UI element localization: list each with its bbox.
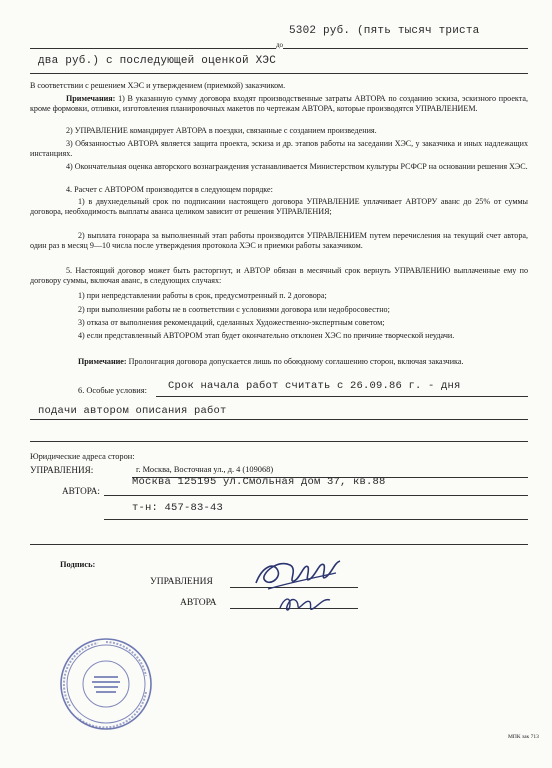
author-address-rule-2 — [104, 519, 528, 520]
author-phone-typed: т-н: 457-83-43 — [132, 502, 224, 514]
signatures-title: Подпись: — [60, 560, 96, 569]
intro-text: В соответствии с решением ХЭС и утверждением (приемкой) заказчиком. — [30, 81, 286, 90]
author-address-rule-3 — [30, 544, 528, 545]
paragraph-4-1: 1) в двухнедельный срок по подписании настоящего договора УПРАВЛЕНИЕ уплачивает АВТОРУ аванс до 25% от суммы договора, необходимость выплаты аванса целиком зависит от решения УПРАВЛЕНИЯ; — [30, 197, 528, 217]
paragraph-5-2: 2) при выполнении работы не в соответствии с условиями договора или недобросовестно; — [78, 305, 390, 314]
amount-typed-line1: 5302 руб. (пять тысяч триста — [289, 25, 480, 37]
paragraph-4-2: 2) выплата гонорара за выполненный этап работы производится УПРАВЛЕНИЕМ путем перечисления на текущий счет автора, один раз в месяц 9—10 числа после утверждения протокола ХЭС и приемки работы заказчиком. — [30, 231, 528, 251]
note-5-label: Примечание: — [78, 357, 127, 366]
top-do-label: до — [276, 41, 284, 49]
round-stamp — [58, 636, 154, 732]
special-rule-3 — [30, 441, 528, 442]
author-address-typed: Москва 125195 ул.Смольная дом 37, кв.88 — [132, 476, 386, 488]
note-2: 2) УПРАВЛЕНИЕ командирует АВТОРА в поездки, связанные с созданием произведения. — [66, 126, 377, 135]
top-rule-left — [30, 48, 276, 49]
signature-upr-label: УПРАВЛЕНИЯ — [150, 577, 213, 587]
paragraph-5: 5. Настоящий договор может быть расторгнут, и АВТОР обязан в месячный срок вернуть УПРАВЛЕНИЮ выплаченные ему по договору суммы, включая аванс, в следующих случаях: — [30, 266, 528, 286]
special-conditions-typed-1: Срок начала работ считать с 26.09.86 г. - дня — [168, 380, 461, 392]
paragraph-5-1: 1) при непредставлении работы в срок, предусмотренный п. 2 договора; — [78, 291, 327, 300]
special-conditions-label: 6. Особые условия: — [78, 386, 147, 395]
notes-label: Примечания: — [66, 94, 116, 103]
author-address-rule-1 — [104, 495, 528, 496]
signature-author-label: АВТОРА — [180, 598, 217, 608]
second-rule — [30, 73, 528, 74]
note-4: 4) Окончательная оценка авторского вознаграждения устанавливается Министерством культуры РСФСР на основании решения ХЭС. — [66, 162, 528, 171]
note-5-text: Пролонгация договора допускается лишь по обоюдному соглашению сторон, включая заказчика. — [128, 357, 464, 366]
note-1 — [30, 94, 528, 115]
special-conditions-typed-2: подачи автором описания работ — [38, 405, 227, 417]
paragraph-5-4: 4) если представленный АВТОРОМ этап будет окончательно отклонен ХЭС по причине творческой неудачи. — [78, 331, 455, 340]
top-rule-right — [283, 48, 528, 49]
special-rule-2 — [30, 419, 528, 420]
paragraph-5-3: 3) отказа от выполнения рекомендаций, сделанных Художественно-экспертным советом; — [78, 318, 385, 327]
note-1-text: 1) В указанную сумму договора входят производственные затраты АВТОРА по созданию эскиза, эскизного проекта, кроме формовки, отливки, изготовления планировочных макетов по чертежам АВТОРА, которые производятся УПРАВЛЕНИЕМ. — [30, 94, 528, 114]
footer-print-code: МПК зак 713 — [508, 734, 539, 740]
upr-address-label: УПРАВЛЕНИЯ: — [30, 465, 94, 475]
author-address-label: АВТОРА: — [62, 486, 100, 496]
special-rule-1 — [156, 396, 528, 397]
note-3: 3) Обязанностью АВТОРА является защита проекта, эскиза и др. этапов работы на заседании ХЭС, у заказчика и иных надлежащих инстанциях. — [30, 139, 528, 159]
amount-typed-line2: два руб.) с последующей оценкой ХЭС — [38, 55, 277, 67]
upr-address: г. Москва, Восточная ул., д. 4 (109068) — [136, 465, 274, 474]
paragraph-4: 4. Расчет с АВТОРОМ производится в следующем порядке: — [66, 185, 273, 194]
signature-author — [276, 590, 336, 618]
legal-addresses-title: Юридические адреса сторон: — [30, 452, 135, 461]
note-5 — [30, 357, 528, 367]
